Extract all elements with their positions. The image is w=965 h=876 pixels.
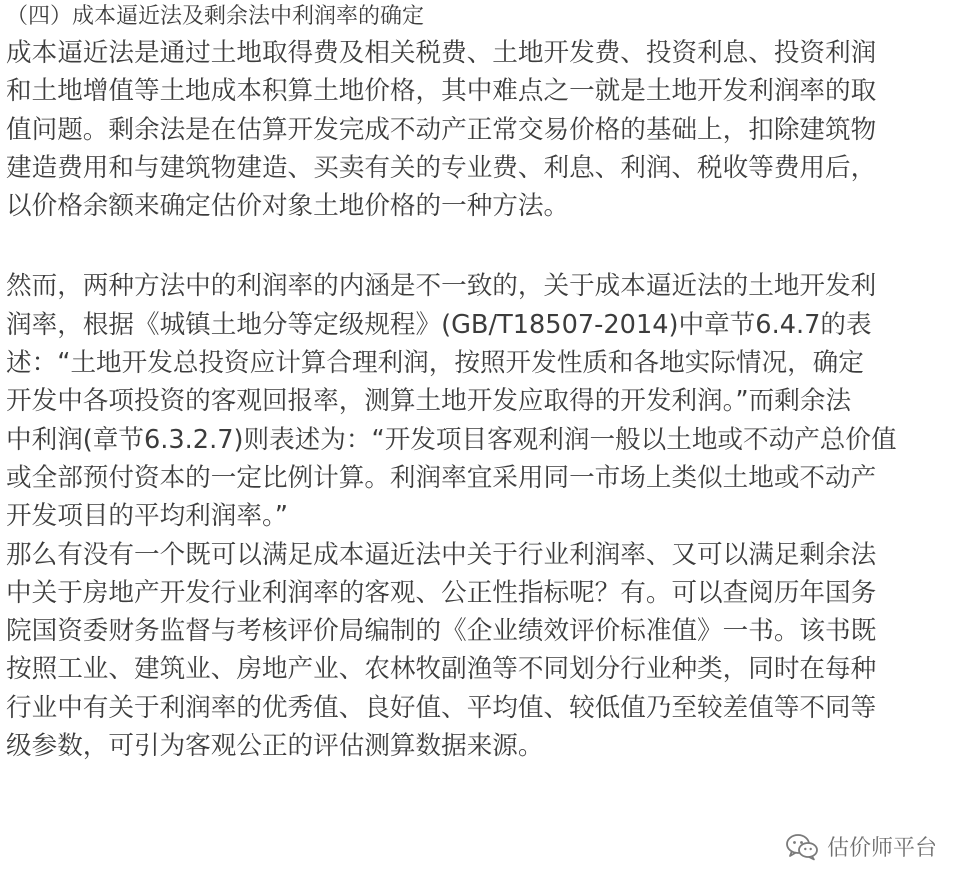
text-line: 述：“土地开发总投资应计算合理利润，按照开发性质和各地实际情况，确定 [6,348,864,379]
section-heading: （四）成本逼近法及剩余法中利润率的确定 [6,4,425,29]
paragraph-gap [6,225,961,267]
wechat-icon [785,833,819,861]
text-line: 值问题。剩余法是在估算开发完成不动产正常交易价格的基础上，扣除建筑物 [6,114,877,145]
text-line: 开发项目的平均利润率。” [6,501,288,532]
text-line: 然而，两种方法中的利润率的内涵是不一致的，关于成本逼近法的土地开发利 [6,271,877,302]
text-line: 中利润(章节6.3.2.7)则表述为：“开发项目客观利润一般以土地或不动产总价值 [6,424,897,455]
watermark [785,831,937,862]
text-line: 开发中各项投资的客观回报率，测算土地开发应取得的开发利润。”而剩余法 [6,386,852,417]
text-line: 建造费用和与建筑物建造、买卖有关的专业费、利息、利润、税收等费用后， [6,152,877,183]
text-line: 行业中有关于利润率的优秀值、良好值、平均值、较低值乃至较差值等不同等 [6,692,877,723]
text-line: 中关于房地产开发行业利润率的客观、公正性指标呢？有。可以查阅历年国务 [6,577,877,608]
watermark-text: 估价师平台 [826,836,937,861]
article-body [6,0,961,765]
text-line: 按照工业、建筑业、房地产业、农林牧副渔等不同划分行业种类，同时在每种 [6,654,877,685]
text-line: 成本逼近法是通过土地取得费及相关税费、土地开发费、投资利息、投资利润 [6,38,877,68]
text-line: 和土地增值等土地成本积算土地价格，其中难点之一就是土地开发利润率的取 [6,76,877,107]
paragraph-cost-approach [6,34,961,225]
text-line: 以价格余额来确定估价对象土地价格的一种方法。 [6,191,570,222]
text-line: 或全部预付资本的一定比例计算。利润率宜采用同一市场上类似土地或不动产 [6,462,877,493]
text-line: 那么有没有一个既可以满足成本逼近法中关于行业利润率、又可以满足剩余法 [6,539,877,570]
paragraph-profit-rate [6,267,961,765]
text-line: 级参数，可引为客观公正的评估测算数据来源。 [6,731,544,762]
text-line: 润率，根据《城镇土地分等定级规程》(GB/T18507-2014)中章节6.4.7的表 [6,309,872,340]
text-line: 院国资委财务监督与考核评价局编制的《企业绩效评价标准值》一书。该书既 [6,616,877,647]
